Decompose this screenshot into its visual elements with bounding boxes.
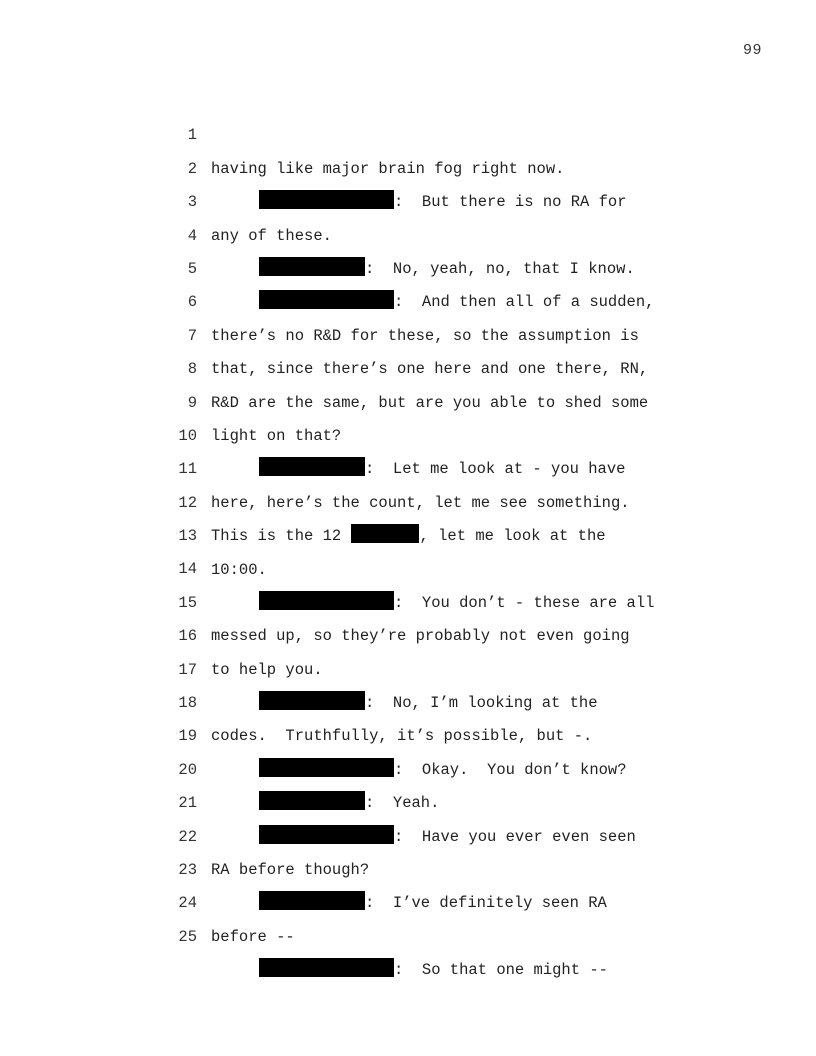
line-number: 7 <box>187 326 197 345</box>
line-text: : So that one might -- <box>394 961 608 980</box>
line-number: 16 <box>178 627 197 646</box>
line-text: light on that? <box>211 426 342 445</box>
line-text: : Okay. You don’t know? <box>394 760 627 779</box>
line-text: before -- <box>211 927 295 946</box>
transcript-body <box>0 86 816 980</box>
redacted-speaker-name <box>259 958 394 977</box>
line-number: 1 <box>187 126 197 145</box>
line-number: 25 <box>178 927 197 946</box>
line-number: 8 <box>187 360 197 379</box>
line-text: to help you. <box>211 660 323 679</box>
line-text: : No, yeah, no, that I know. <box>365 259 635 278</box>
line-number: 6 <box>187 293 197 312</box>
line-text: : You don’t - these are all <box>394 593 655 612</box>
line-number: 24 <box>178 894 197 913</box>
line-number: 13 <box>178 527 197 546</box>
line-text: : Let me look at - you have <box>365 460 626 479</box>
line-text: any of these. <box>211 226 332 245</box>
line-number: 14 <box>178 560 197 579</box>
line-text-before: This is the 12 <box>211 527 351 546</box>
line-number: 3 <box>187 193 197 212</box>
line-number: 17 <box>178 660 197 679</box>
line-number: 21 <box>178 794 197 813</box>
line-text: having like major brain fog right now. <box>211 159 565 178</box>
line-text: : No, I’m looking at the <box>365 694 598 713</box>
line-number: 10 <box>178 426 197 445</box>
line-text: there’s no R&D for these, so the assumption is <box>211 326 639 345</box>
line-text: : But there is no RA for <box>394 193 627 212</box>
line-number: 11 <box>178 460 197 479</box>
line-text: that, since there’s one here and one there, RN, <box>211 360 649 379</box>
transcript-line <box>0 86 816 178</box>
line-number: 2 <box>187 159 197 178</box>
line-number: 4 <box>187 226 197 245</box>
line-number: 12 <box>178 493 197 512</box>
line-text: 10:00. <box>211 560 267 579</box>
line-text: here, here’s the count, let me see something. <box>211 493 630 512</box>
line-text-after: , let me look at the <box>419 527 606 546</box>
page-number: 99 <box>742 42 762 59</box>
speaker-line <box>259 954 608 987</box>
line-text: RA before though? <box>211 861 370 880</box>
line-text: : And then all of a sudden, <box>394 293 655 312</box>
line-text: R&D are the same, but are you able to shed some <box>211 393 649 412</box>
line-number: 15 <box>178 593 197 612</box>
line-number: 19 <box>178 727 197 746</box>
line-number: 5 <box>187 259 197 278</box>
line-number: 22 <box>178 827 197 846</box>
line-number: 18 <box>178 694 197 713</box>
line-text: : Yeah. <box>365 794 440 813</box>
line-number: 20 <box>178 760 197 779</box>
line-text: codes. Truthfully, it’s possible, but -. <box>211 727 593 746</box>
line-number: 9 <box>187 393 197 412</box>
line-text: messed up, so they’re probably not even going <box>211 627 630 646</box>
line-number: 23 <box>178 861 197 879</box>
line-text: : Have you ever even seen <box>394 827 636 846</box>
line-text: : I’ve definitely seen RA <box>365 894 607 913</box>
